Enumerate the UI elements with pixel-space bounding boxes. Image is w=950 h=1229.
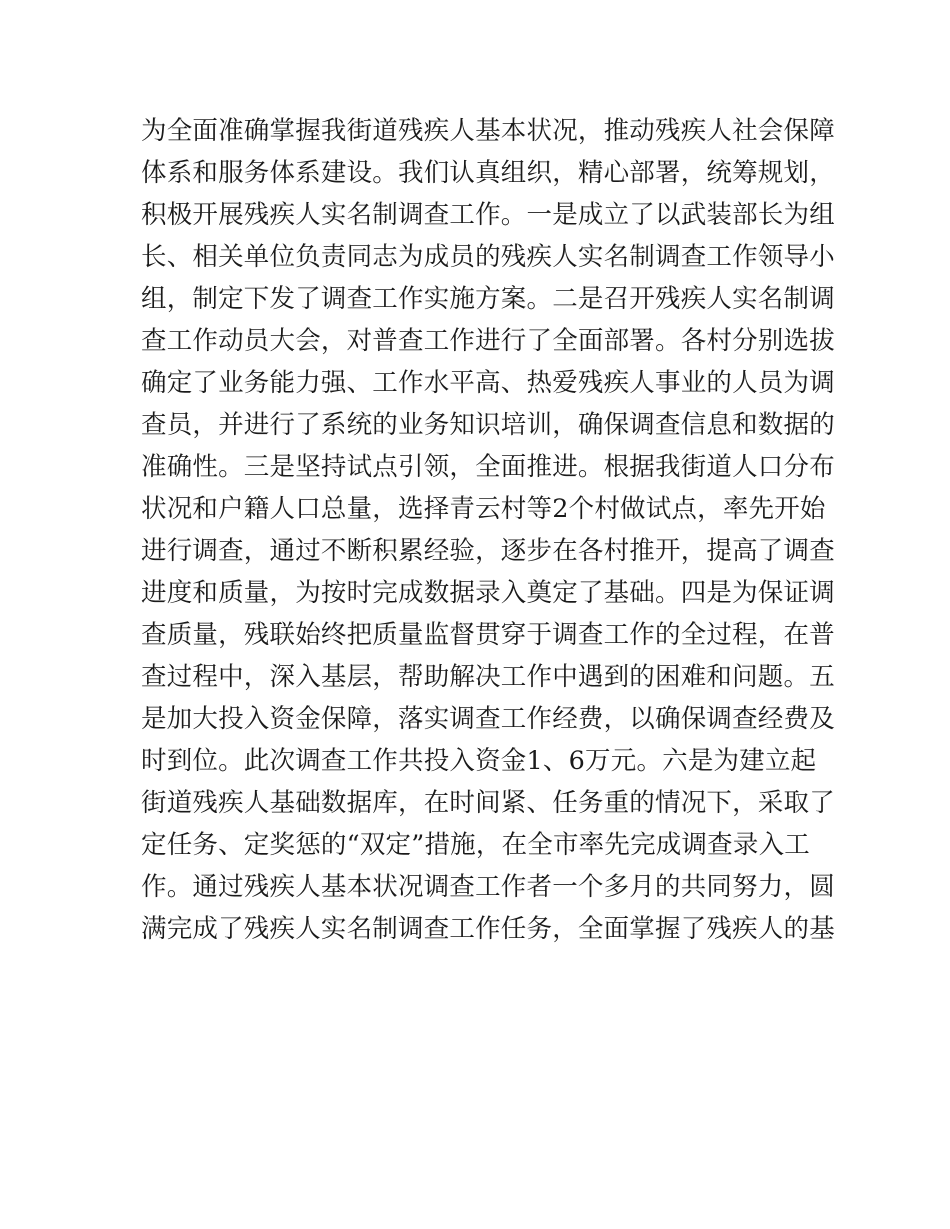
body-paragraph bbox=[141, 110, 835, 950]
text-line: 定任务、定奖惩的“双定”措施，在全市率先完成调查录入工 bbox=[141, 830, 810, 860]
text-line: 组，制定下发了调查工作实施方案。二是召开残疾人实名制调 bbox=[141, 284, 835, 314]
text-line: 确定了业务能力强、工作水平高、热爱残疾人事业的人员为调 bbox=[141, 368, 835, 398]
text-line: 长、相关单位负责同志为成员的残疾人实名制调查工作领导小 bbox=[141, 242, 835, 272]
text-line: 为全面准确掌握我街道残疾人基本状况，推动残疾人社会保障 bbox=[141, 116, 835, 146]
text-line: 进度和质量，为按时完成数据录入奠定了基础。四是为保证调 bbox=[141, 578, 835, 608]
text-line: 准确性。三是坚持试点引领，全面推进。根据我街道人口分布 bbox=[141, 452, 835, 482]
text-line: 状况和户籍人口总量，选择青云村等2个村做试点，率先开始 bbox=[141, 494, 826, 524]
text-line: 是加大投入资金保障，落实调查工作经费，以确保调查经费及 bbox=[141, 704, 835, 734]
text-line: 进行调查，通过不断积累经验，逐步在各村推开，提高了调查 bbox=[141, 536, 835, 566]
text-line: 积极开展残疾人实名制调查工作。一是成立了以武装部长为组 bbox=[141, 200, 835, 230]
text-line: 街道残疾人基础数据库，在时间紧、任务重的情况下，采取了 bbox=[141, 788, 835, 818]
text-line: 作。通过残疾人基本状况调查工作者一个多月的共同努力，圆 bbox=[141, 872, 835, 902]
text-line: 查员，并进行了系统的业务知识培训，确保调查信息和数据的 bbox=[141, 410, 835, 440]
text-line: 查质量，残联始终把质量监督贯穿于调查工作的全过程，在普 bbox=[141, 620, 835, 650]
text-line: 体系和服务体系建设。我们认真组织，精心部署，统筹规划， bbox=[141, 158, 835, 188]
text-line: 查工作动员大会，对普查工作进行了全面部署。各村分别选拔 bbox=[141, 326, 835, 356]
text-line: 查过程中，深入基层，帮助解决工作中遇到的困难和问题。五 bbox=[141, 662, 835, 692]
text-line: 满完成了残疾人实名制调查工作任务，全面掌握了残疾人的基 bbox=[141, 914, 835, 944]
text-line: 时到位。此次调查工作共投入资金1、6万元。六是为建立起 bbox=[141, 746, 817, 776]
